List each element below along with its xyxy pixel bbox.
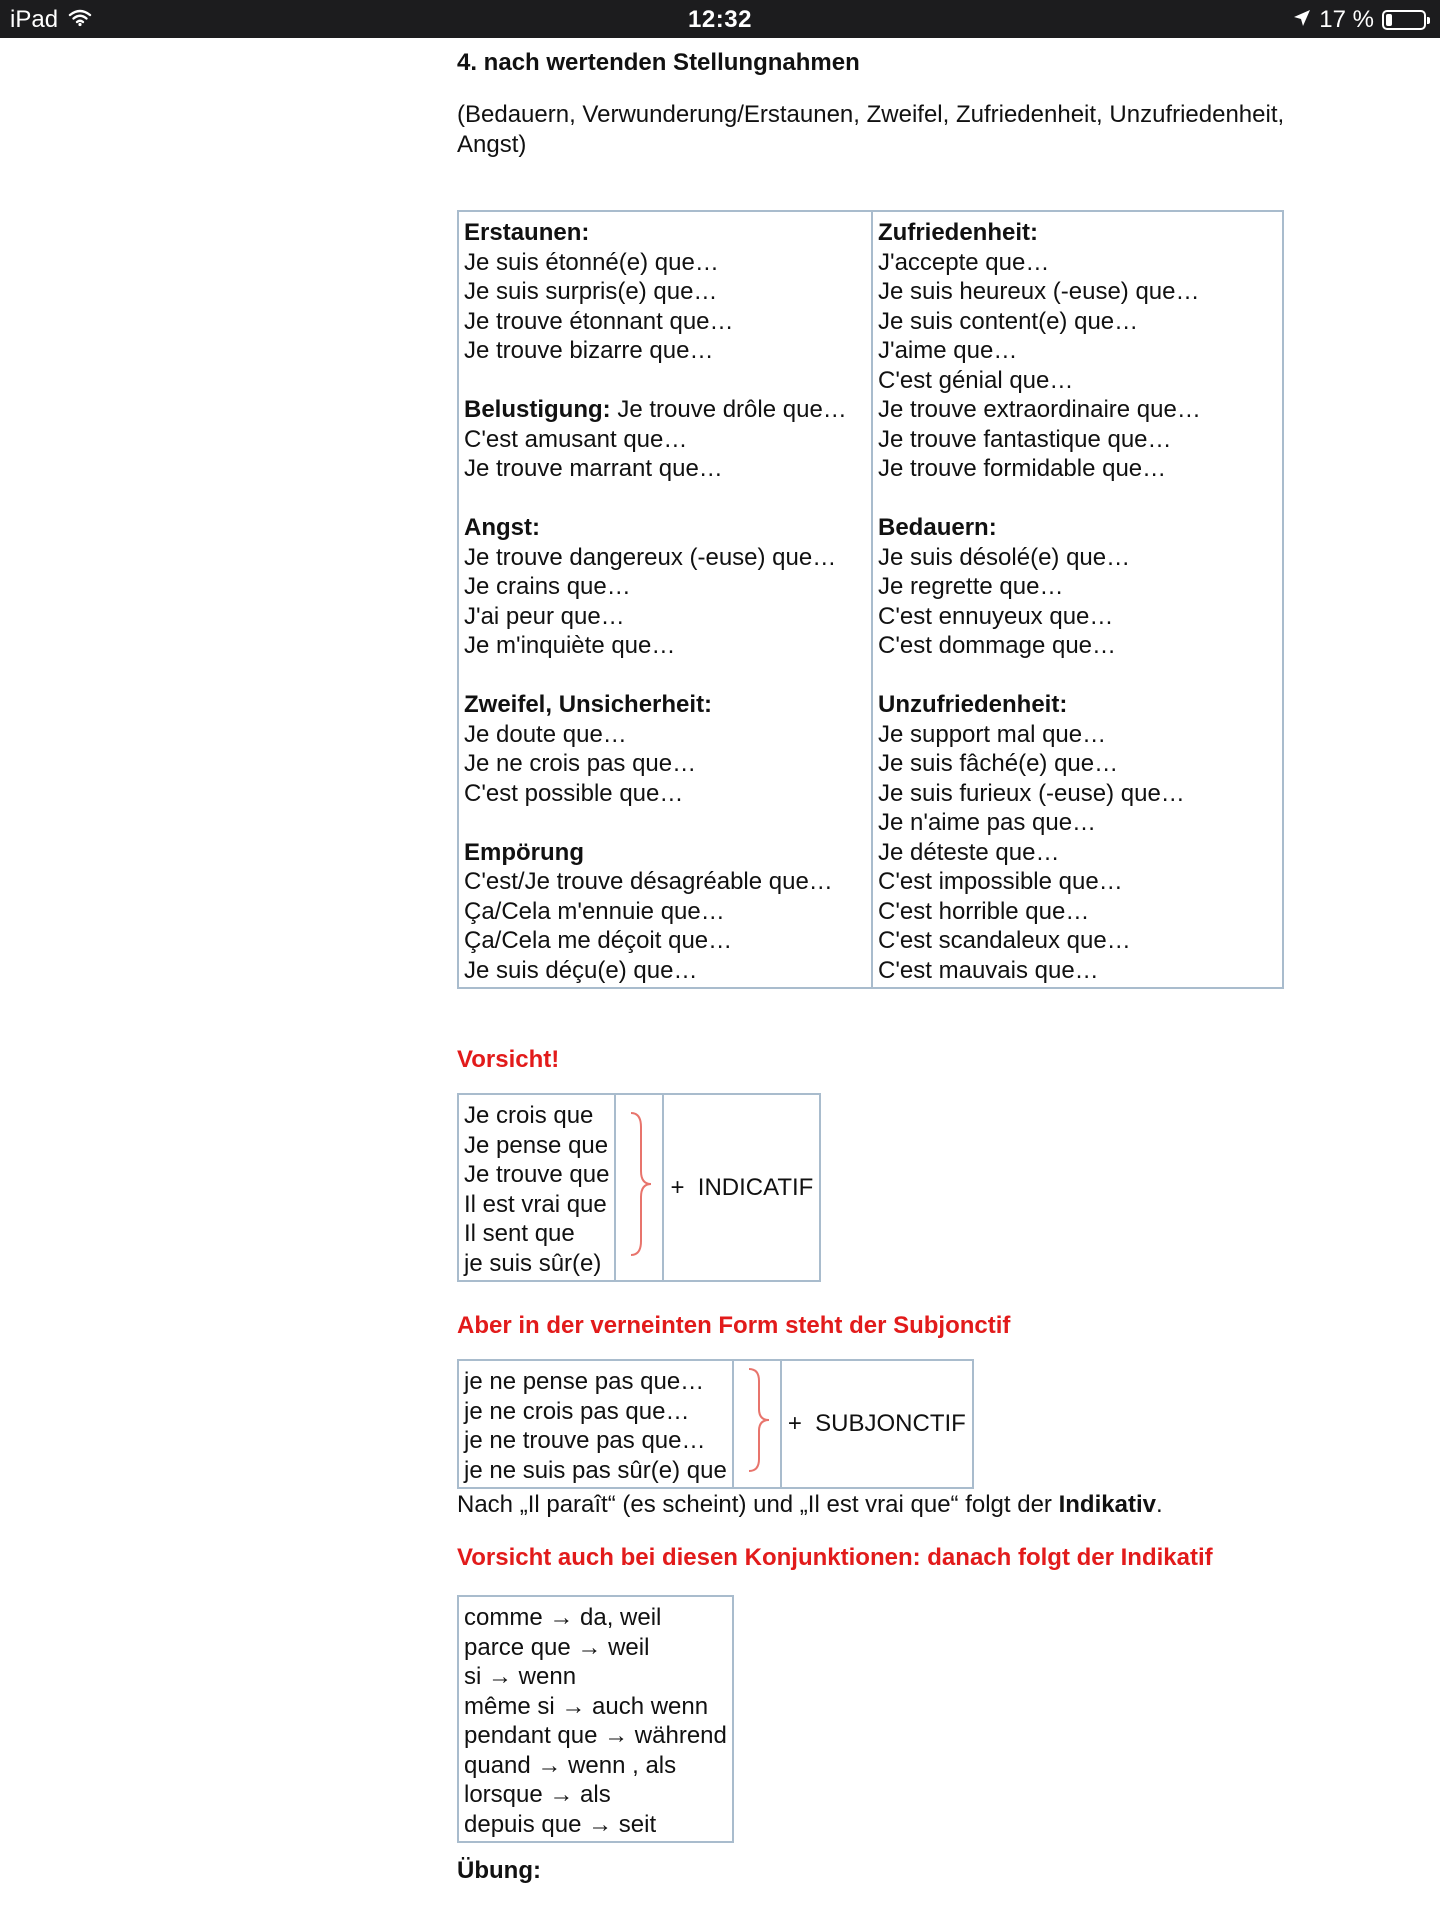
expression-line: J'ai peur que… xyxy=(464,602,625,630)
note-bold: Indikativ xyxy=(1058,1491,1156,1518)
expressions-table xyxy=(457,210,1284,989)
expression-line xyxy=(464,395,866,425)
verb-line: je ne suis pas sûr(e) que xyxy=(464,1456,727,1484)
section-intro: (Bedauern, Verwunderung/Erstaunen, Zweifel, Zufriedenheit, Unzufriedenheit, Angst) xyxy=(457,101,1285,158)
expression-line: Je suis déçu(e) que… xyxy=(464,956,698,984)
expression-line: Je trouve dangereux (-euse) que… xyxy=(464,543,837,571)
conjunction-line: si → wenn xyxy=(464,1663,577,1690)
conjunction-line: pendant que → während xyxy=(464,1722,727,1749)
brace-icon xyxy=(615,1094,663,1281)
expression-line: C'est possible que… xyxy=(464,779,684,807)
warning-subjonctif: Aber in der verneinten Form steht der Subjonctif xyxy=(457,1312,1011,1339)
expression-line: Je déteste que… xyxy=(878,838,1060,866)
clock: 12:32 xyxy=(688,6,752,33)
expression-line: Je doute que… xyxy=(464,720,627,748)
indicatif-table xyxy=(457,1093,821,1282)
category-title: Angst: xyxy=(464,514,540,541)
expression-line: Je regrette que… xyxy=(878,573,1064,600)
subjonctif-verbs xyxy=(458,1360,733,1488)
note-text: Nach „Il paraît“ (es scheint) und „Il est vrai que“ folgt der xyxy=(457,1491,1059,1518)
warning-conjunctions: Vorsicht auch bei diesen Konjunktionen: danach folgt der Indikatif xyxy=(457,1544,1213,1571)
note-end: . xyxy=(1155,1491,1163,1518)
conjunction-line: même si → auch wenn xyxy=(464,1692,709,1720)
expression-line: Je trouve bizarre que… xyxy=(464,337,714,364)
verb-line: Il est vrai que xyxy=(464,1190,607,1218)
brace-icon xyxy=(733,1360,781,1488)
category-title: Zweifel, Unsicherheit: xyxy=(464,691,713,718)
battery-level xyxy=(1386,14,1392,26)
expression-line: Je suis étonné(e) que… xyxy=(464,248,719,276)
expression-line: Je suis surpris(e) que… xyxy=(464,278,718,305)
conjunction-line: comme → da, weil xyxy=(464,1604,662,1631)
expression-line: C'est amusant que… xyxy=(464,425,688,453)
section-heading: 4. nach wertenden Stellungnahmen xyxy=(457,49,860,76)
category-title: Unzufriedenheit: xyxy=(878,691,1068,718)
status-bar xyxy=(0,0,1440,38)
device-name: iPad xyxy=(10,6,59,33)
category-title: Empörung xyxy=(464,838,584,866)
left-column xyxy=(458,211,872,988)
expression-line: Je trouve extraordinaire que… xyxy=(878,396,1201,423)
right-column xyxy=(872,211,1283,988)
expression-line: C'est scandaleux que… xyxy=(878,927,1131,954)
expression-line: C'est/Je trouve désagréable que… xyxy=(464,868,833,895)
expression-line: Je trouve fantastique que… xyxy=(878,425,1172,453)
battery-icon xyxy=(1382,10,1426,30)
expression-line: Je suis fâché(e) que… xyxy=(878,750,1119,777)
indicatif-verbs xyxy=(458,1094,615,1281)
expression-line: Je trouve marrant que… xyxy=(464,455,723,482)
category-title: Erstaunen: xyxy=(464,219,590,246)
expression-line: Je trouve étonnant que… xyxy=(464,307,734,335)
verb-line: je ne trouve pas que… xyxy=(464,1427,706,1454)
status-bar-right xyxy=(1293,6,1426,34)
battery-percent: 17 % xyxy=(1319,6,1374,33)
expression-line: Je suis désolé(e) que… xyxy=(878,543,1131,571)
verb-line: Je trouve que xyxy=(464,1161,610,1188)
verb-line: Je pense que xyxy=(464,1131,609,1159)
location-arrow-icon xyxy=(1293,6,1311,34)
subjonctif-table xyxy=(457,1359,974,1489)
verb-line: je suis sûr(e) xyxy=(464,1249,602,1277)
expression-line: J'aime que… xyxy=(878,337,1018,364)
conjunction-line: quand → wenn , als xyxy=(464,1751,677,1779)
expression-line: Je trouve formidable que… xyxy=(878,455,1167,482)
expression-line: C'est horrible que… xyxy=(878,897,1090,925)
exercise-heading: Übung: xyxy=(457,1857,541,1884)
expression-line: C'est impossible que… xyxy=(878,868,1123,895)
conjunction-line: depuis que → seit xyxy=(464,1810,657,1838)
verb-line: je ne crois pas que… xyxy=(464,1397,690,1425)
expression-line: C'est dommage que… xyxy=(878,632,1117,659)
verb-line: Je crois que xyxy=(464,1102,594,1129)
expression-line: Je ne crois pas que… xyxy=(464,750,697,777)
category-title: Zufriedenheit: xyxy=(878,219,1038,246)
expression-line: Je suis heureux (-euse) que… xyxy=(878,278,1200,305)
expression-line: C'est ennuyeux que… xyxy=(878,602,1114,630)
expression-line: Ça/Cela me déçoit que… xyxy=(464,927,733,954)
indikativ-note xyxy=(457,1490,1163,1520)
conjunction-line: parce que → weil xyxy=(464,1633,650,1661)
expression-line: Je n'aime pas que… xyxy=(878,809,1097,836)
verb-line: je ne pense pas que… xyxy=(464,1368,705,1395)
expression-line: Je support mal que… xyxy=(878,720,1107,748)
conjunctions-table xyxy=(457,1595,734,1843)
expression-line: J'accepte que… xyxy=(878,248,1050,276)
expression-line: C'est génial que… xyxy=(878,366,1074,394)
indicatif-result: + INDICATIF xyxy=(663,1094,820,1281)
conjunction-line: lorsque → als xyxy=(464,1781,611,1808)
expression-line: Je m'inquiète que… xyxy=(464,632,676,659)
warning-heading: Vorsicht! xyxy=(457,1046,560,1073)
subjonctif-result: + SUBJONCTIF xyxy=(781,1360,973,1488)
category-title: Bedauern: xyxy=(878,514,997,541)
expression-line: Je crains que… xyxy=(464,573,631,600)
expression-line: Je suis furieux (-euse) que… xyxy=(878,779,1185,807)
category-title: Belustigung: xyxy=(464,396,611,423)
expression-line: C'est mauvais que… xyxy=(878,956,1099,984)
expression-text: Je trouve drôle que… xyxy=(610,396,847,423)
expression-line: Je suis content(e) que… xyxy=(878,307,1139,335)
conjunctions-list xyxy=(458,1596,733,1842)
verb-line: Il sent que xyxy=(464,1220,575,1247)
expression-line: Ça/Cela m'ennuie que… xyxy=(464,897,725,925)
